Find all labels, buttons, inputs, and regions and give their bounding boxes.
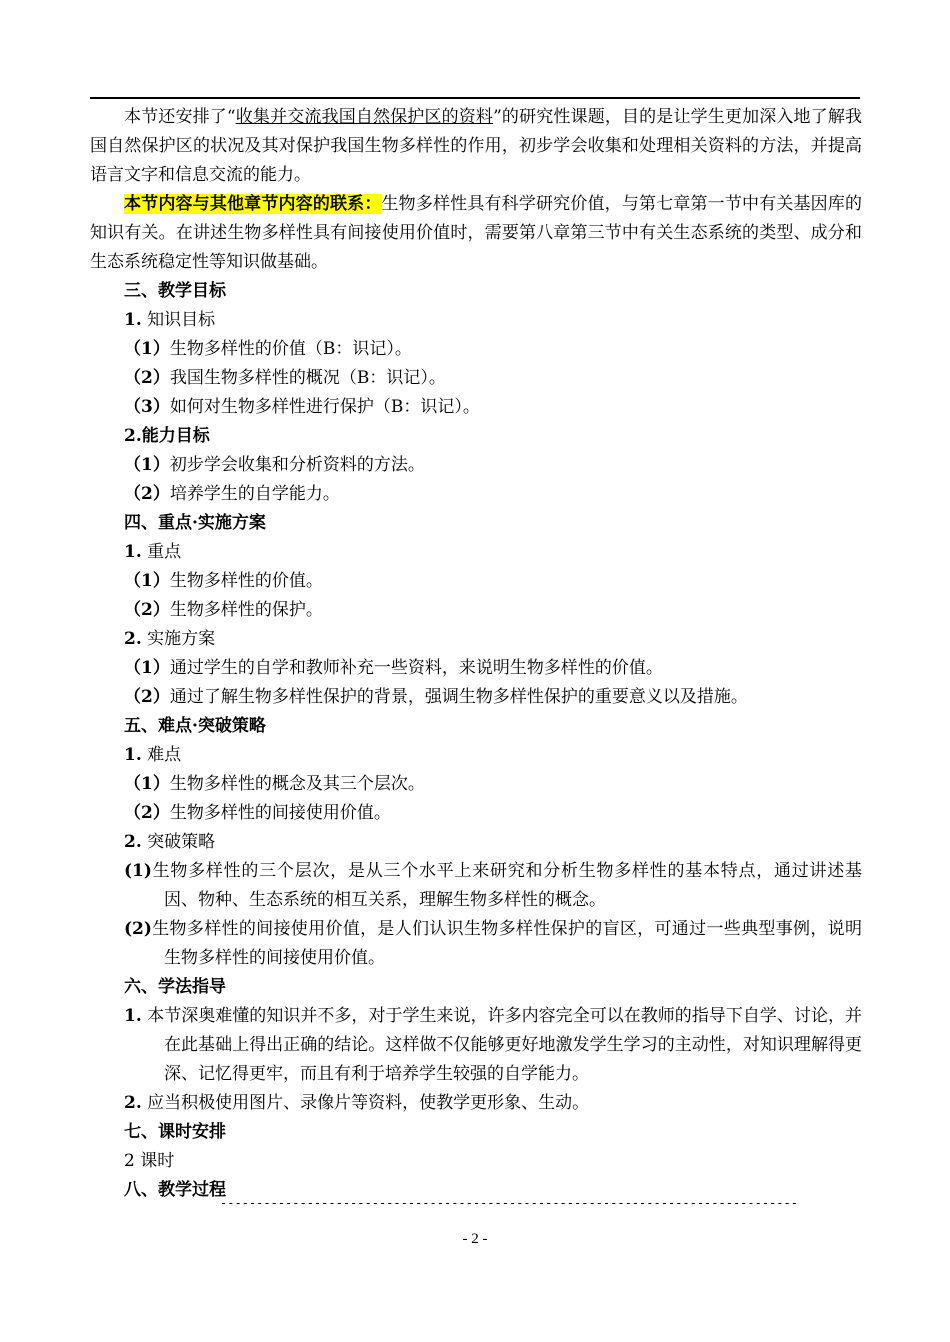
page-number: - 2 - — [462, 1231, 488, 1247]
list-item: 2. 应当积极使用图片、录像片等资料，使教学更形象、生动。 — [124, 1093, 590, 1113]
page-content — [90, 103, 862, 1205]
heading-study-guide: 六、学法指导 — [124, 977, 226, 997]
list-item: (1)生物多样性的三个层次，是从三个水平上来研究和分析生物多样性的基本特点，通过讲述基因、物种、生态系统的相互关系，理解生物多样性的概念。 — [124, 861, 862, 910]
list-item: （2）生物多样性的间接使用价值。 — [124, 803, 391, 823]
list-item: （2）培养学生的自学能力。 — [124, 484, 340, 504]
subheading-knowledge-goals: 1. 知识目标 — [124, 310, 216, 330]
list-item: （2）通过了解生物多样性保护的背景，强调生物多样性保护的重要意义以及措施。 — [124, 687, 748, 707]
heading-key-points: 四、重点·实施方案 — [124, 513, 266, 533]
heading-teaching-goals: 三、教学目标 — [124, 281, 226, 301]
list-item: (2)生物多样性的间接使用价值，是人们认识生物多样性保护的盲区，可通过一些典型事例，说明生物多样性的间接使用价值。 — [124, 919, 862, 968]
subheading-strategy: 2. 突破策略 — [124, 832, 216, 852]
paragraph-research-topic: 本节还安排了“收集并交流我国自然保护区的资料”的研究性课题，目的是让学生更加深入地了解我国自然保护区的状况及其对保护我国生物多样性的作用，初步学会收集和处理相关资料的方法，并提高语言文字和信息交流的能力。 — [90, 107, 862, 185]
subheading-key: 1. 重点 — [124, 542, 182, 562]
underlined-topic: 收集并交流我国自然保护区的资料 — [235, 107, 494, 127]
schedule-text: 2 课时 — [124, 1151, 175, 1171]
subheading-difficulty: 1. 难点 — [124, 745, 182, 765]
list-item: （1）生物多样性的概念及其三个层次。 — [124, 774, 425, 794]
list-item: （2）我国生物多样性的概况（B：识记）。 — [124, 368, 446, 388]
list-item: （2）生物多样性的保护。 — [124, 600, 323, 620]
heading-teaching-process: 八、教学过程 — [124, 1180, 226, 1200]
list-item: （1）初步学会收集和分析资料的方法。 — [124, 455, 425, 475]
heading-difficulties: 五、难点·突破策略 — [124, 716, 266, 736]
list-item: （1）生物多样性的价值（B：识记）。 — [124, 339, 412, 359]
header-rule — [90, 97, 860, 99]
list-item: （1）生物多样性的价值。 — [124, 571, 323, 591]
subheading-plan: 2. 实施方案 — [124, 629, 216, 649]
highlighted-label: 本节内容与其他章节内容的联系： — [124, 194, 382, 214]
list-item: （3）如何对生物多样性进行保护（B：识记）。 — [124, 397, 480, 417]
footer-dashed-rule: -------------------------------------------------------------------------------- — [220, 1196, 798, 1210]
heading-schedule: 七、课时安排 — [124, 1122, 226, 1142]
list-item: （1）通过学生的自学和教师补充一些资料，来说明生物多样性的价值。 — [124, 658, 663, 678]
list-item: 1. 本节深奥难懂的知识并不多，对于学生来说，许多内容完全可以在教师的指导下自学、讨论，并在此基础上得出正确的结论。这样做不仅能够更好地激发学生学习的主动性，对知识理解得更深、记忆得更牢，而且有利于培养学生较强的自学能力。 — [124, 1006, 863, 1084]
subheading-ability-goals: 2.能力目标 — [124, 426, 210, 446]
paragraph-relations: 本节内容与其他章节内容的联系：生物多样性具有科学研究价值，与第七章第一节中有关基因库的知识有关。在讲述生物多样性具有间接使用价值时，需要第八章第三节中有关生态系统的类型、成分和生态系统稳定性等知识做基础。 — [90, 194, 862, 272]
